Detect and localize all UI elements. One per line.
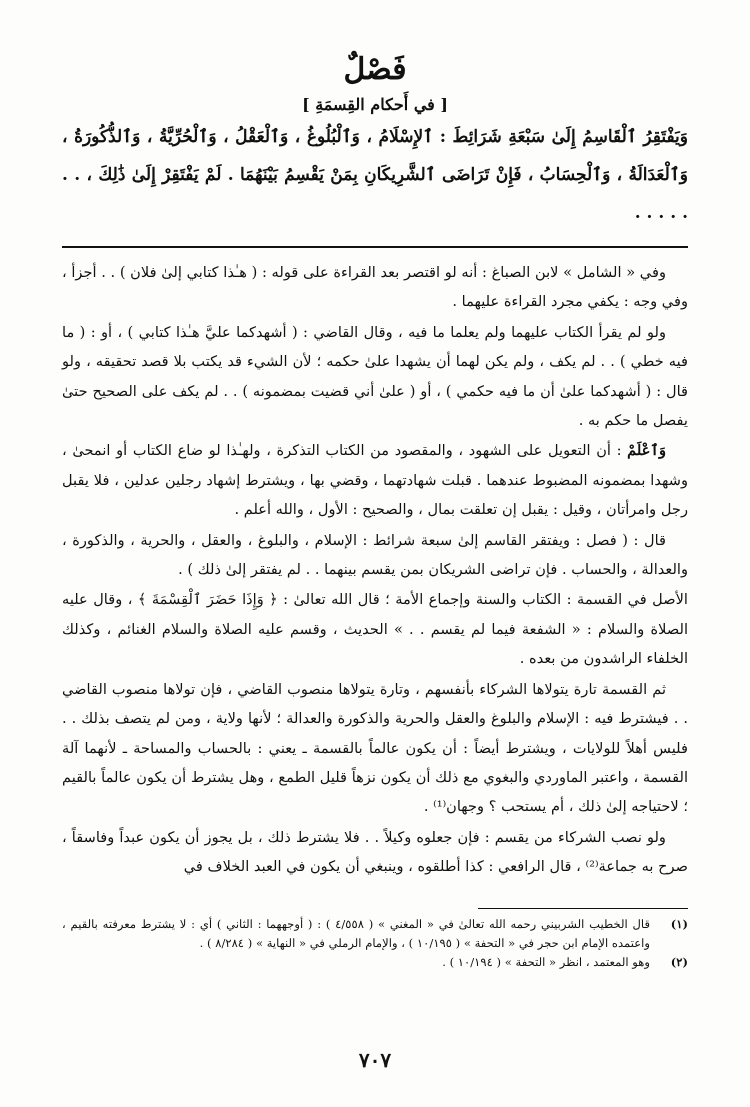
paragraph: وفي « الشامل » لابن الصباغ : أنه لو اقتصر بعد القراءة على قوله : ( هـٰذا كتابي إلىٰ فلان ) . . أجزأ ، وفي وجه : يكفي مجرد القراءة عليهما . bbox=[62, 264, 688, 311]
footnote-number: (٢) bbox=[670, 954, 688, 969]
footnote bbox=[62, 915, 688, 953]
paragraph: ثم القسمة تارة يتولاها الشركاء بأنفسهم ، وتارة يتولاها منصوب القاضي ، فإن تولاها منصوب القاضي . . فيشترط فيه : الإسلام والبلوغ والعقل والحرية والذكورة والعدالة ؛ لأنها ولاية ، ومن لم يتصف بذلك . . فليس أهلاً للولايات ، ويشترط أيضاً : أن يكون عالماً بالقسمة ـ يعني : بالحساب والمساحة ـ لأنهما آلة القسمة ، واعتبر الماوردي والبغوي مع ذلك أن يكون نزهاً قليل الطمع ، وهل يشترط أن يكون عالماً بالقيم ؛ لاحتياجه إلىٰ ذلك ، أم يستحب ؟ وجهان⁽¹⁾ . bbox=[62, 680, 688, 816]
paragraph: الأصل في القسمة : الكتاب والسنة وإجماع الأمة ؛ قال الله تعالىٰ : ﴿ وَإِذَا حَضَرَ ٱلْقِسْمَةَ ﴾ ، وقال عليه الصلاة والسلام : « الشفعة فيما لم يقسم . . » الحديث ، وقسم عليه الصلاة والسلام الغنائم ، وكذلك الخلفاء الراشدون من بعده . bbox=[62, 591, 688, 668]
paragraph bbox=[62, 436, 688, 524]
footnote bbox=[62, 953, 688, 972]
separator-rule bbox=[62, 246, 688, 248]
paragraph: ولو لم يقرأ الكتاب عليهما ولم يعلما ما فيه ، وقال القاضي : ( أشهدكما عليَّ هـٰذا كتابي ) ، أو : ( ما فيه خطي ) . . لم يكف ، ولم يكن لهما أن يشهدا علىٰ حكمه ؛ لأن الشيء قد يكتب بلا قصد تحقيقه ، ولو قال : ( أشهدكما علىٰ أن ما فيه حكمي ) ، أو ( علىٰ أني قضيت بمضمونه ) . . لم يكف على الصحيح حتىٰ يفصل ما حكم به . bbox=[62, 323, 688, 430]
section-subtitle: [ في أَحكام القِسمَةِ ] bbox=[302, 95, 448, 114]
page bbox=[62, 50, 688, 972]
footnote-text: وهو المعتمد ، انظر « التحفة » ( ١٠/١٩٤ ) . bbox=[442, 954, 650, 969]
footnote-number: (١) bbox=[670, 916, 688, 931]
paragraph: ولو نصب الشركاء من يقسم : فإن جعلوه وكيلاً . . فلا يشترط ذلك ، بل يجوز أن يكون عبداً وفاسقاً ، صرح به جماعة⁽²⁾ ، قال الرافعي : كذا أطلقوه ، وينبغي أن يكون في العبد الخلاف في bbox=[62, 828, 688, 876]
paragraph-lead: وَٱعْلَمْ bbox=[627, 442, 667, 460]
commentary bbox=[62, 258, 688, 882]
paragraph-text: : أن التعويل على الشهود ، والمقصود من الكتاب التذكرة ، ولهـٰذا لو ضاع الكتاب أو انمحىٰ ، وشهدا بمضمونه المضبوط عندهما . قبلت شهادتهما ، وقضي بها ، ويشترط إشهاد رجلين عدلين ، فلا يقبل رجل وامرأتان ، وقيل : يقبل إن تعلقت بمال ، والصحيح : الأول ، والله أعلم . bbox=[62, 442, 688, 519]
section-title: فَصْلٌ bbox=[343, 52, 407, 87]
matn-text: وَيَفْتَقِرُ ٱلْقَاسِمُ إِلَىٰ سَبْعَةِ شَرَائِطَ : ٱلإِسْلَامُ ، وَٱلْبُلُوغُ ، وَٱلْعَقْلُ ، وَٱلْحُرِّيَّةُ ، وَٱلذُّكُورَةُ ، وَٱلْعَدَالَةُ ، وَٱلْحِسَابُ ، فَإِنْ تَرَاضَى ٱلشَّرِيكَانِ بِمَنْ يَقْسِمُ بَيْنَهُمَا . لَمْ يَفْتَقِرْ إِلَىٰ ذَٰلِكَ ، . . . . . . . bbox=[62, 127, 688, 223]
page-number: ٧٠٧ bbox=[358, 1048, 392, 1072]
footnote-text: قال الخطيب الشربيني رحمه الله تعالىٰ في « المغني » ( ٤/٥٥٨ ) : ( أوجههما : الثاني ) أي : لا يشترط معرفته بالقيم ، واعتمده الإمام ابن حجر في « التحفة » ( ١٠/١٩٥ ) ، والإمام الرملي في « النهاية » ( ٨/٢٨٤ ) . bbox=[62, 916, 650, 950]
footnote-rule bbox=[478, 908, 688, 909]
paragraph: قال : ( فصل : ويفتقر القاسم إلىٰ سبعة شرائط : الإسلام ، والبلوغ ، والعقل ، والحرية ، والذكورة ، والعدالة ، والحساب . فإن تراضى الشريكان بمن يقسم بينهما . . لم يفتقر إلىٰ ذلك ) . bbox=[62, 531, 688, 579]
footnotes bbox=[62, 915, 688, 972]
